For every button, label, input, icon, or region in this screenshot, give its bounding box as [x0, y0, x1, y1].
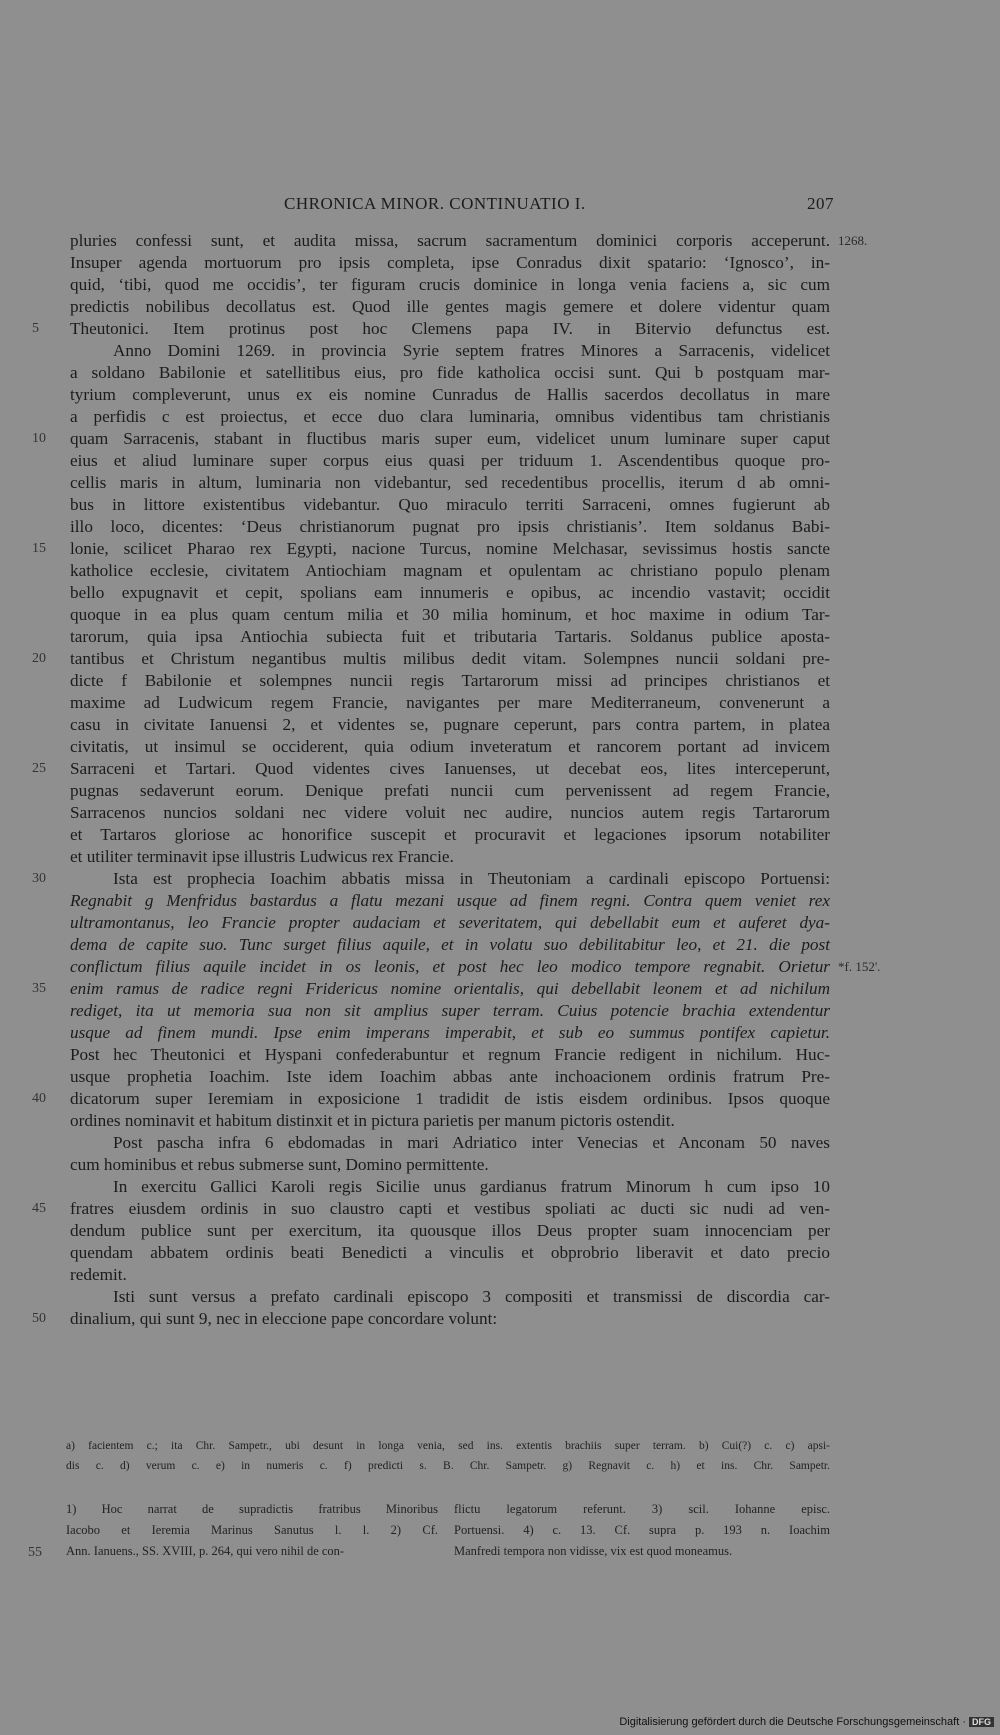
text-line: pugnas sedaverunt eorum. Denique prefati nuncii cum pervenissent ad regem Francie,: [70, 781, 830, 800]
text-line: tantibus et Christum negantibus multis milibus dedit vitam. Solempnes nuncii soldani pre-: [70, 649, 830, 668]
text-line: et Tartaros gloriose ac honorifice suscepit et procuravit et legaciones ipsorum notabiliter: [70, 825, 830, 844]
text-line: Regnabit g Menfridus bastardus a flatu mezani usque ad finem regni. Contra quem veniet rex: [70, 891, 830, 910]
text-line: In exercitu Gallici Karoli regis Sicilie unus gardianus fratrum Minorum h cum ipso 10: [113, 1177, 830, 1196]
margin-note: 1268.: [838, 233, 868, 248]
text-line: lonie, scilicet Pharao rex Egypti, nacione Turcus, nomine Melchasar, sevissimus hostis sancte: [70, 539, 830, 558]
dfg-logo: DFG: [969, 1717, 994, 1727]
text-line: dicatorum super Ieremiam in exposicione 1 tradidit de istis eisdem ordinibus. Ipsos quoque: [70, 1089, 830, 1108]
footer-credit: [619, 1716, 994, 1728]
text-line: katholice ecclesie, civitatem Antiochiam magnam et opulentam ac christiano populo plenam: [70, 561, 830, 580]
footnote-line: Manfredi tempora non vidisse, vix est quod moneamus.: [454, 1544, 733, 1558]
text-line: Sarracenos nuncios soldani nec videre voluit nec audire, nuncios autem regis Tartarorum: [70, 803, 830, 822]
running-header: [66, 194, 834, 220]
text-line: ultramontanus, leo Francie propter audaciam et severitatem, qui debellabit eum et auferet dya-: [70, 913, 830, 932]
text-line: Post hec Theutonici et Hyspani confederabuntur et regnum Francie redigent in nichilum. Huc-: [70, 1045, 830, 1064]
text-line: Insuper agenda mortuorum pro ipsis completa, ipse Conradus dixit spatario: ‘Ignosco’, in-: [70, 253, 830, 272]
margin-note: *f. 152'.: [838, 959, 881, 974]
line-number: 55: [28, 1545, 42, 1560]
text-line: Isti sunt versus a prefato cardinali episcopo 3 compositi et transmissi de discordia car-: [113, 1287, 830, 1306]
text-line: quendam abbatem ordinis beati Benedicti a vinculis et obprobrio liberavit et dato precio: [70, 1243, 830, 1262]
text-line: Sarraceni et Tartari. Quod videntes cives Ianuenses, ut decebat eos, lites interceperunt,: [70, 759, 830, 778]
text-line: predictis nobilibus decollatus est. Quod ille gentes magis gemere et dolere videntur quam: [70, 297, 830, 316]
text-line: et utiliter terminavit ipse illustris Ludwicus rex Francie.: [70, 847, 454, 866]
line-number: 35: [32, 981, 46, 996]
text-line: dicte f Babilonie et solempnes nuncii regis Tartarorum missi ad principes christianos et: [70, 671, 830, 690]
text-line: pluries confessi sunt, et audita missa, sacrum sacramentum dominici corporis acceperunt.: [70, 231, 830, 250]
text-line: quoque in ea plus quam centum milia et 30 milia hominum, et hoc maxime in odium Tar-: [70, 605, 830, 624]
footer-text: Digitalisierung gefördert durch die Deutsche Forschungsgemeinschaft ·: [619, 1716, 966, 1728]
text-line: casu in civitate Ianuensi 2, et videntes se, pugnare ceperunt, pars contra partem, in platea: [70, 715, 830, 734]
text-line: dendum publice sunt per exercitum, ita quousque illos Deus propter suam innocenciam per: [70, 1221, 830, 1240]
text-line: tyrium compleverunt, unus ex eis nomine Cunradus de Hallis sacerdos decollatus in mare: [70, 385, 830, 404]
line-number: 5: [32, 321, 39, 336]
text-line: redemit.: [70, 1265, 127, 1284]
footnotes-left-column: [66, 1499, 438, 1562]
text-line: illo loco, dicentes: ‘Deus christianorum pugnat pro ipsis christianis’. Item soldanus Babi-: [70, 517, 830, 536]
text-line: cum hominibus et rebus submerse sunt, Domino permittente.: [70, 1155, 489, 1174]
text-line: Anno Domini 1269. in provincia Syrie septem fratres Minores a Sarracenis, videlicet: [113, 341, 830, 360]
text-line: tarorum, quia ipsa Antiochia subiecta fuit et tributaria Tartaris. Soldanus publice aposta-: [70, 627, 830, 646]
text-line: maxime ad Ludwicum regem Francie, navigantes per mare Mediterraneum, convenerunt a: [70, 693, 830, 712]
line-number: 40: [32, 1091, 46, 1106]
line-number: 30: [32, 871, 46, 886]
text-line: dema de capite suo. Tunc surget filius aquile, et in volatu suo debilitabitur leo, et 21. die post: [70, 935, 830, 954]
text-line: rediget, ita ut memoria sua non sit amplius super terram. Cuius potencie brachia extendentur: [70, 1001, 830, 1020]
line-number: 10: [32, 431, 46, 446]
text-line: conflictum filius aquile incidet in os leonis, et post hec leo modico tempore regnabit. Orietur: [70, 957, 830, 976]
text-line: a perfidis c est proiectus, et ecce duo clara luminaria, omnibus videntibus tam christianis: [70, 407, 830, 426]
line-number: 20: [32, 651, 46, 666]
footnote-line: flictu legatorum referunt. 3) scil. Iohanne episc.: [454, 1502, 830, 1516]
text-line: Post pascha infra 6 ebdomadas in mari Adriatico inter Venecias et Anconam 50 naves: [113, 1133, 830, 1152]
line-number: 15: [32, 541, 46, 556]
text-line: bello expugnavit et cepit, spolians eam innumeris e opibus, ac incendio vastavit; occidit: [70, 583, 830, 602]
page-number: 207: [807, 194, 834, 213]
text-line: eius et aliud luminare super corpus eius quasi per triduum 1. Ascendentibus quoque pro-: [70, 451, 830, 470]
footnotes-right-column: [454, 1499, 830, 1562]
text-line: usque ad finem mundi. Ipse enim imperans imperabit, et sub eo summus pontifex capietur.: [70, 1023, 830, 1042]
text-line: cellis maris in altum, luminaria non videbantur, sed recedentibus procellis, iterum d ab omni-: [70, 473, 830, 492]
text-line: usque prophetia Ioachim. Iste idem Ioachim abbas ante inchoacionem ordinis fratrum Pre-: [70, 1067, 830, 1086]
line-number: 50: [32, 1311, 46, 1326]
running-title: CHRONICA MINOR. CONTINUATIO I.: [284, 194, 586, 213]
text-line: quid, ‘tibi, quod me occidis’, ter figuram crucis dominice in longa venia faciens a, sic cum: [70, 275, 830, 294]
textual-note-line: dis c. d) verum c. e) in numeris c. f) predicti s. B. Chr. Sampetr. g) Regnavit c. h) et ins. Chr. Sampetr.: [66, 1460, 830, 1472]
text-line: ordines nominavit et habitum distinxit et in pictura parietis per manum pictoris ostendit.: [70, 1111, 675, 1130]
text-line: Ista est prophecia Ioachim abbatis missa in Theutoniam a cardinali episcopo Portuensi:: [113, 869, 830, 888]
footnote-line: Iacobo et Ieremia Marinus Sanutus l. l. 2) Cf.: [66, 1523, 438, 1537]
text-line: a soldano Babilonie et satellitibus eius, pro fide katholica occisi sunt. Qui b postquam mar-: [70, 363, 830, 382]
text-line: Theutonici. Item protinus post hoc Clemens papa IV. in Bitervio defunctus est.: [70, 319, 830, 338]
footnote-line: Portuensi. 4) c. 13. Cf. supra p. 193 n. Ioachim: [454, 1523, 830, 1537]
line-number: 45: [32, 1201, 46, 1216]
footnote-line: 1) Hoc narrat de supradictis fratribus Minoribus: [66, 1502, 438, 1516]
line-number: 25: [32, 761, 46, 776]
text-line: dinalium, qui sunt 9, nec in eleccione pape concordare volunt:: [70, 1309, 498, 1328]
text-line: civitatis, ut insimul se occiderent, quia odium inveteratum et rancorem portant ad invicem: [70, 737, 830, 756]
text-line: fratres eiusdem ordinis in suo claustro capti et vestibus spoliati ac ducti sic nudi ad ven-: [70, 1199, 830, 1218]
text-line: quam Sarracenis, stabant in fluctibus maris super eum, videlicet unum luminare super caput: [70, 429, 830, 448]
text-line: bus in littore existentibus videbantur. Quo miraculo territi Sarraceni, omnes fugierunt ab: [70, 495, 830, 514]
text-line: enim ramus de radice regni Fridericus nomine orientalis, qui debellabit leonem et ad nichilum: [70, 979, 830, 998]
footnote-line: Ann. Ianuens., SS. XVIII, p. 264, qui vero nihil de con-: [66, 1544, 345, 1558]
textual-note-line: a) facientem c.; ita Chr. Sampetr., ubi desunt in longa venia, sed ins. extentis brachiis super terram. b) Cui(?) c. c) apsi-: [66, 1440, 830, 1452]
